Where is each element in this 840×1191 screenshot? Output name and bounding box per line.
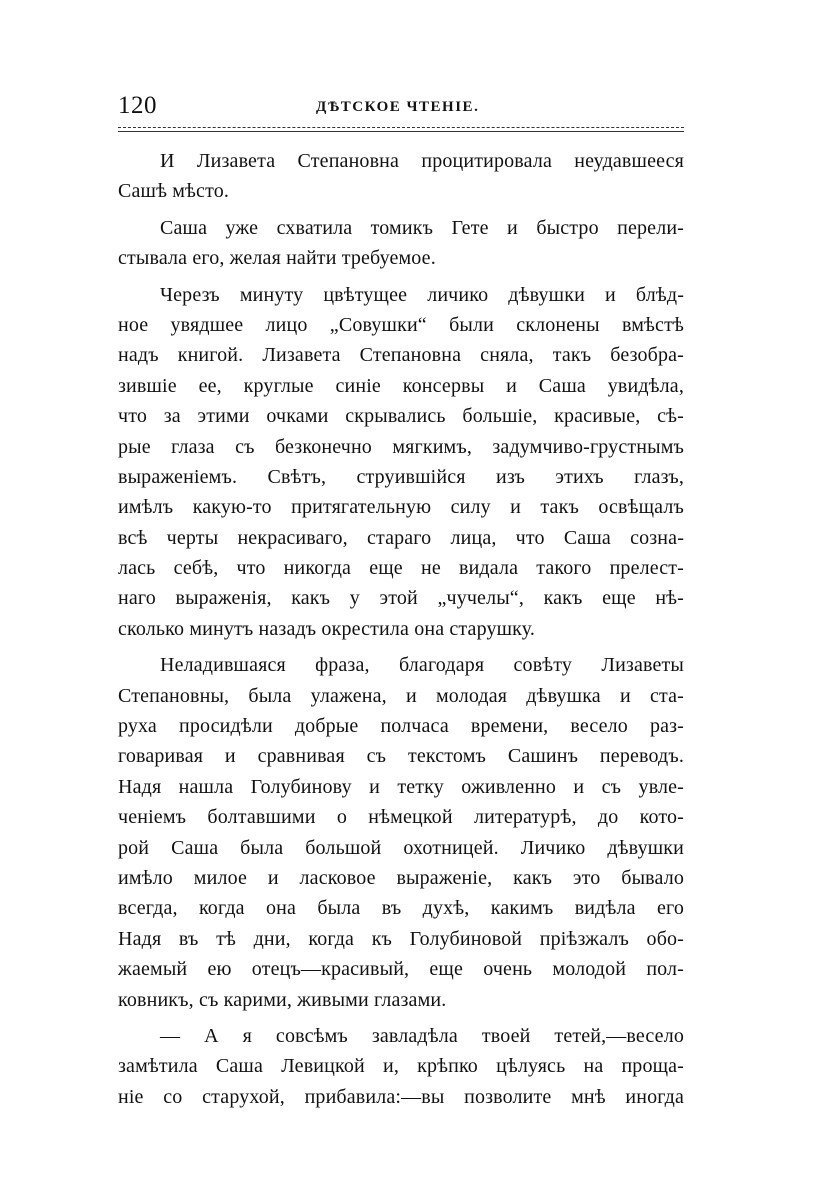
text-line: ное увядшее лицо „Совушки“ были склонены вмѣстѣ bbox=[118, 313, 684, 336]
text-line: имѣло милое и ласковое выраженіе, какъ это бывало bbox=[118, 866, 684, 889]
text-line: — А я совсѣмъ завладѣла твоей тетей,—весело bbox=[160, 1024, 684, 1047]
text-line: Саша уже схватила томикъ Гете и быстро перели- bbox=[160, 216, 684, 239]
text-line: ченіемъ болтавшими о нѣмецкой литературѣ, до кото- bbox=[118, 806, 684, 829]
text-line: сколько минутъ назадъ окрестила она старушку. bbox=[118, 617, 536, 640]
text-line: Надя нашла Голубинову и тетку оживленно и съ увле- bbox=[118, 775, 684, 798]
text-line: руха просидѣли добрые полчаса времени, весело раз- bbox=[118, 715, 684, 738]
text-line: всегда, когда она была въ духѣ, какимъ видѣла его bbox=[118, 897, 684, 920]
text-line: Неладившаяся фраза, благодаря совѣту Лизаветы bbox=[160, 654, 684, 677]
text-line: лась себѣ, что никогда еще не видала такого прелест- bbox=[118, 557, 684, 580]
page-number: 120 bbox=[118, 92, 157, 119]
text-line: Надя въ тѣ дни, когда къ Голубиновой пріѣзжалъ обо- bbox=[118, 927, 684, 950]
text-line: Черезъ минуту цвѣтущее личико дѣвушки и блѣд- bbox=[160, 283, 684, 306]
text-line: жаемый ею отецъ—красивый, еще очень молодой пол- bbox=[118, 958, 684, 981]
text-line: И Лизавета Степановна процитировала неудавшееся bbox=[160, 150, 684, 172]
paragraph-3 bbox=[118, 280, 684, 645]
text-line: Степановны, была улажена, и молодая дѣвушка и ста- bbox=[118, 684, 684, 707]
body-text bbox=[118, 146, 684, 1112]
text-line: говаривая и сравнивая съ текстомъ Сашинъ переводъ. bbox=[118, 745, 684, 768]
text-line: надъ книгой. Лизавета Степановна сняла, такъ безобра- bbox=[118, 344, 684, 367]
paragraph-4 bbox=[118, 650, 684, 1015]
text-line: имѣлъ какую-то притягательную силу и такъ освѣщалъ bbox=[118, 496, 684, 519]
text-line: замѣтила Саша Левицкой и, крѣпко цѣлуясь на проща- bbox=[118, 1055, 684, 1078]
paragraph-5 bbox=[118, 1021, 684, 1112]
paragraph-1 bbox=[118, 146, 684, 207]
text-line: Сашѣ мѣсто. bbox=[118, 180, 229, 203]
header-rule-solid bbox=[118, 131, 684, 132]
text-line: стывала его, желая найти требуемое. bbox=[118, 247, 436, 270]
text-line: ковникъ, съ карими, живыми глазами. bbox=[118, 988, 447, 1011]
running-title: ДѢТСКОЕ ЧТЕНІЕ. bbox=[316, 99, 480, 115]
text-line: что за этими очками скрывались большіе, красивые, сѣ- bbox=[118, 405, 684, 428]
text-line: наго выраженія, какъ у этой „чучелы“, какъ еще нѣ- bbox=[118, 587, 684, 610]
page-header bbox=[118, 92, 684, 122]
text-line: ніе со старухой, прибавила:—вы позволите мнѣ иногда bbox=[118, 1085, 684, 1108]
text-line: рой Саша была большой охотницей. Личико дѣвушки bbox=[118, 836, 684, 859]
header-rule-dashed bbox=[118, 127, 684, 128]
text-line: выраженіемъ. Свѣтъ, струившійся изъ этихъ глазъ, bbox=[118, 465, 684, 488]
text-line: зившіе ее, круглые синіе консервы и Саша увидѣла, bbox=[118, 374, 684, 397]
paragraph-2 bbox=[118, 213, 684, 274]
text-line: всѣ черты некрасиваго, стараго лица, что Саша созна- bbox=[118, 526, 684, 549]
text-line: рые глаза съ безконечно мягкимъ, задумчиво-грустнымъ bbox=[118, 435, 684, 458]
